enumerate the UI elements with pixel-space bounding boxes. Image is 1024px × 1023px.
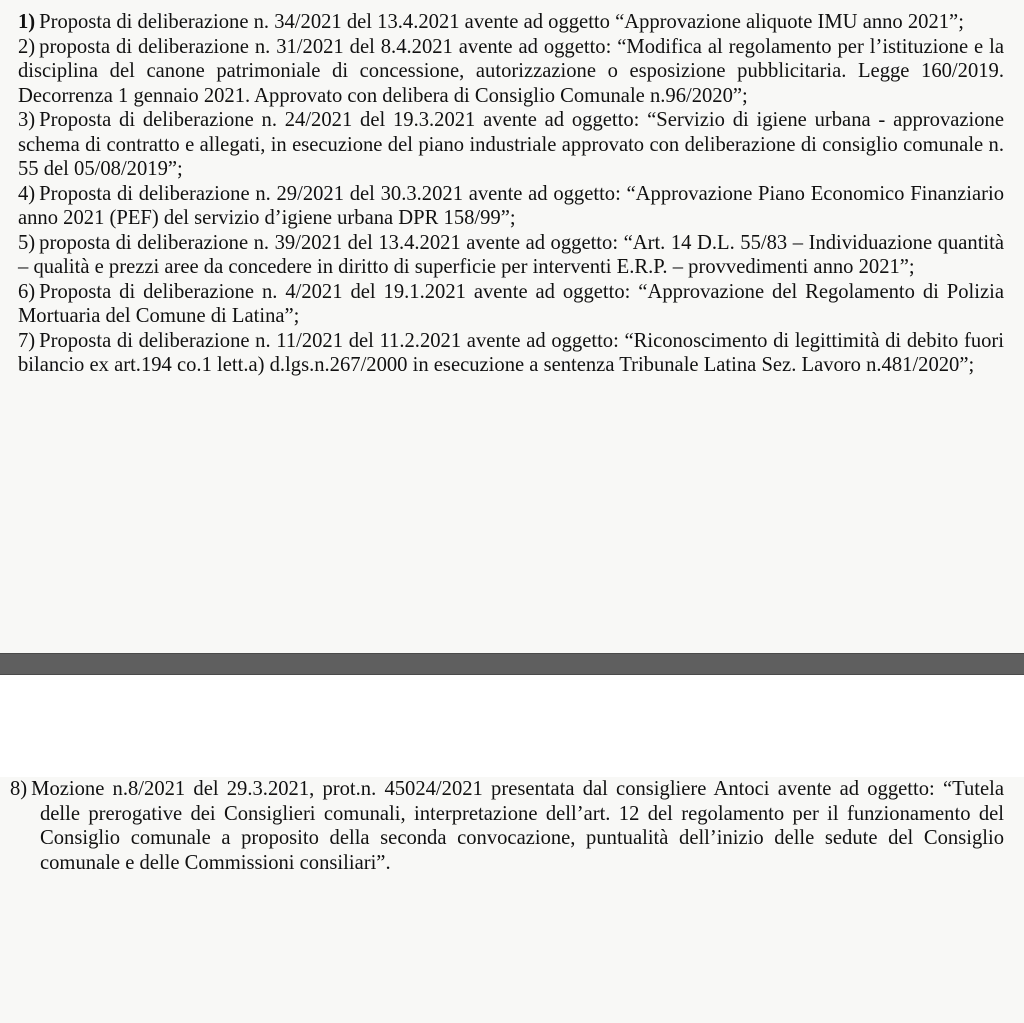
agenda-item-3 <box>18 108 1004 182</box>
page-separator <box>0 653 1024 675</box>
item-text: Proposta di deliberazione n. 4/2021 del 19.1.2021 avente ad oggetto: “Approvazione del Regolamento di Polizia Mortuaria del Comune di Latina”; <box>18 280 1004 327</box>
item-number: 4) <box>18 182 36 205</box>
item-text: Proposta di deliberazione n. 29/2021 del 30.3.2021 avente ad oggetto: “Approvazione Piano Economico Finanziario anno 2021 (PEF) del servizio d’igiene urbana DPR 158/99”; <box>18 182 1004 229</box>
agenda-item-4 <box>18 182 1004 231</box>
agenda-item-6 <box>18 280 1004 329</box>
item-number: 3) <box>18 109 36 131</box>
item-text: Proposta di deliberazione n. 11/2021 del 11.2.2021 avente ad oggetto: “Riconoscimento di legittimità di debito fuori bilancio ex art.194 co.1 lett.a) d.lgs.n.267/2000 in esecuzione a sentenza Tribunale Latina Sez. Lavoro n.481/2020”; <box>18 329 1004 376</box>
item-number: 1) <box>18 11 36 33</box>
item-text: Proposta di deliberazione n. 24/2021 del 19.3.2021 avente ad oggetto: “Servizio di igiene urbana - approvazione schema di contratto e allegati, in esecuzione del piano industriale approvato con deliberazione di consiglio comunale n. 55 del 05/08/2019”; <box>18 109 1004 180</box>
agenda-item-7 <box>18 329 1004 378</box>
item-number: 5) <box>18 231 36 254</box>
item-number: 8) <box>10 778 28 800</box>
agenda-item-5 <box>18 231 1004 280</box>
item-text: proposta di deliberazione n. 39/2021 del 13.4.2021 avente ad oggetto: “Art. 14 D.L. 55/83 – Individuazione quantità – qualità e prezzi aree da concedere in diritto di superficie per interventi E.R.P. – provvedimenti anno 2021”; <box>18 231 1004 278</box>
item-number: 2) <box>18 35 36 58</box>
item-text: Mozione n.8/2021 del 29.3.2021, prot.n. 45024/2021 presentata dal consigliere Antoci avente ad oggetto: “Tutela delle prerogative dei Consiglieri comunali, interpretazione dell’art. 12 del regolamento per il funzionamento del Consiglio comunale a proposito della seconda convocazione, puntualità dell’inizio delle sedute del Consiglio comunale e delle Commissioni consiliari”. <box>31 778 1004 874</box>
document-page-bottom <box>0 777 1024 1023</box>
agenda-item-8 <box>10 777 1004 875</box>
item-number: 6) <box>18 280 36 303</box>
item-number: 7) <box>18 329 36 352</box>
item-text: proposta di deliberazione n. 31/2021 del 8.4.2021 avente ad oggetto: “Modifica al regolamento per l’istituzione e la disciplina del canone patrimoniale di concessione, autorizzazione o esposizione pubblicitaria. Legge 160/2019. Decorrenza 1 gennaio 2021. Approvato con delibera di Consiglio Comunale n.96/2020”; <box>18 35 1004 107</box>
item-text: Proposta di deliberazione n. 34/2021 del 13.4.2021 avente ad oggetto “Approvazione aliquote IMU anno 2021”; <box>39 11 964 33</box>
agenda-item-1 <box>18 10 1004 35</box>
agenda-item-2 <box>18 35 1004 109</box>
